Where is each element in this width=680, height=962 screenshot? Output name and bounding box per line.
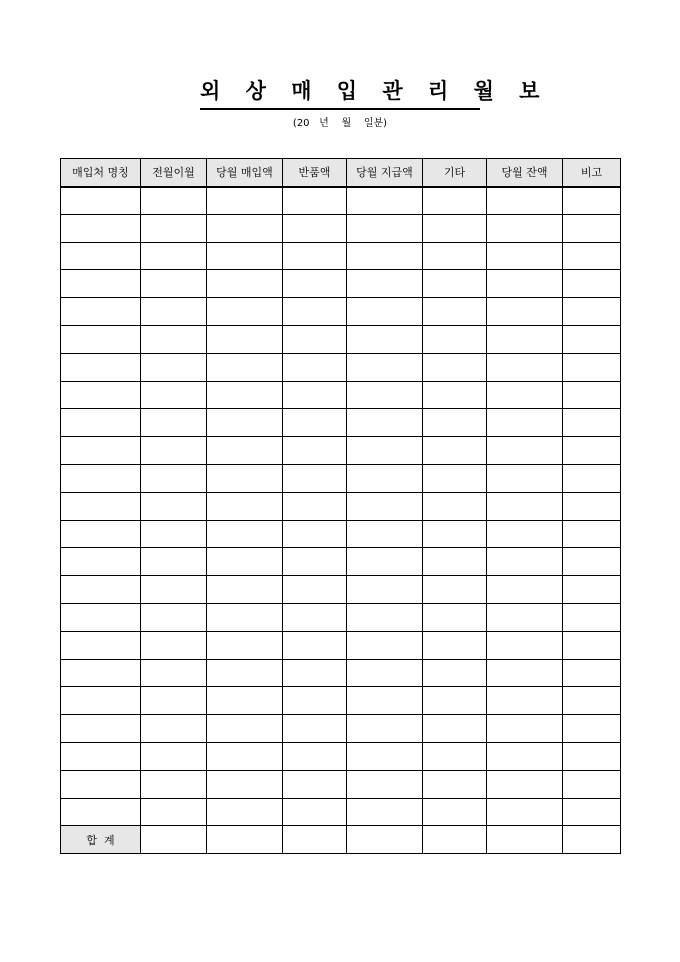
table-row [61,325,621,353]
table-row [61,270,621,298]
cell-monthly-purchase [207,270,283,298]
cell-monthly-balance [487,520,563,548]
cell-monthly-purchase [207,631,283,659]
cell-remarks [563,520,621,548]
cell-monthly-payment [347,409,423,437]
cell-other [423,798,487,826]
cell-previous-balance [141,770,207,798]
cell-supplier-name [61,242,141,270]
cell-monthly-payment [347,464,423,492]
cell-monthly-payment [347,603,423,631]
cell-supplier-name [61,548,141,576]
table-row [61,492,621,520]
cell-returns [283,715,347,743]
total-cell-returns [283,826,347,854]
cell-other [423,659,487,687]
total-label: 합 계 [61,826,141,854]
cell-monthly-balance [487,187,563,215]
cell-monthly-payment [347,242,423,270]
table-row [61,659,621,687]
cell-returns [283,770,347,798]
cell-returns [283,270,347,298]
total-cell-monthly-purchase [207,826,283,854]
cell-remarks [563,603,621,631]
cell-monthly-payment [347,715,423,743]
cell-other [423,464,487,492]
cell-supplier-name [61,798,141,826]
cell-monthly-purchase [207,325,283,353]
cell-previous-balance [141,214,207,242]
header-returns: 반품액 [283,159,347,187]
header-supplier-name: 매입처 명칭 [61,159,141,187]
cell-returns [283,214,347,242]
cell-remarks [563,770,621,798]
cell-previous-balance [141,492,207,520]
table-row [61,576,621,604]
cell-other [423,270,487,298]
header-monthly-payment: 당월 지급액 [347,159,423,187]
cell-other [423,603,487,631]
cell-previous-balance [141,464,207,492]
cell-monthly-payment [347,659,423,687]
cell-monthly-payment [347,353,423,381]
cell-monthly-payment [347,770,423,798]
period-line: (20 년 월 일분) [292,118,388,129]
cell-previous-balance [141,187,207,215]
cell-supplier-name [61,437,141,465]
header-monthly-balance: 당월 잔액 [487,159,563,187]
table-row [61,603,621,631]
purchase-ledger-table [60,158,621,854]
total-row [61,826,621,854]
cell-supplier-name [61,325,141,353]
cell-other [423,187,487,215]
cell-supplier-name [61,520,141,548]
cell-previous-balance [141,687,207,715]
cell-monthly-balance [487,325,563,353]
cell-returns [283,464,347,492]
cell-monthly-purchase [207,381,283,409]
cell-monthly-balance [487,381,563,409]
cell-returns [283,242,347,270]
table-row [61,187,621,215]
cell-monthly-purchase [207,576,283,604]
cell-monthly-balance [487,353,563,381]
table-row [61,464,621,492]
cell-other [423,631,487,659]
cell-remarks [563,659,621,687]
cell-other [423,715,487,743]
cell-supplier-name [61,492,141,520]
cell-monthly-balance [487,687,563,715]
cell-other [423,492,487,520]
cell-remarks [563,270,621,298]
cell-monthly-payment [347,631,423,659]
cell-other [423,687,487,715]
table-row [61,742,621,770]
cell-monthly-balance [487,603,563,631]
cell-monthly-purchase [207,798,283,826]
cell-other [423,576,487,604]
ledger-body [61,187,621,854]
cell-returns [283,187,347,215]
cell-monthly-payment [347,270,423,298]
cell-previous-balance [141,715,207,743]
cell-remarks [563,242,621,270]
table-row [61,214,621,242]
cell-previous-balance [141,798,207,826]
cell-remarks [563,548,621,576]
cell-monthly-payment [347,687,423,715]
cell-monthly-payment [347,187,423,215]
header-remarks: 비고 [563,159,621,187]
cell-monthly-purchase [207,242,283,270]
cell-remarks [563,214,621,242]
cell-monthly-purchase [207,437,283,465]
cell-previous-balance [141,270,207,298]
cell-remarks [563,298,621,326]
table-row [61,381,621,409]
cell-supplier-name [61,381,141,409]
table-row [61,409,621,437]
cell-supplier-name [61,187,141,215]
cell-monthly-payment [347,492,423,520]
cell-remarks [563,492,621,520]
cell-supplier-name [61,409,141,437]
cell-monthly-balance [487,437,563,465]
cell-monthly-purchase [207,715,283,743]
cell-previous-balance [141,631,207,659]
cell-monthly-balance [487,770,563,798]
cell-other [423,409,487,437]
title-underline [200,108,480,110]
table-row [61,353,621,381]
cell-monthly-balance [487,576,563,604]
table-row [61,298,621,326]
cell-monthly-balance [487,298,563,326]
cell-monthly-balance [487,659,563,687]
total-cell-previous-balance [141,826,207,854]
cell-monthly-purchase [207,770,283,798]
cell-previous-balance [141,298,207,326]
total-cell-monthly-balance [487,826,563,854]
table-row [61,798,621,826]
cell-supplier-name [61,742,141,770]
cell-previous-balance [141,325,207,353]
cell-previous-balance [141,437,207,465]
cell-monthly-balance [487,715,563,743]
cell-returns [283,353,347,381]
cell-previous-balance [141,548,207,576]
cell-other [423,325,487,353]
cell-returns [283,381,347,409]
cell-returns [283,798,347,826]
cell-remarks [563,381,621,409]
cell-monthly-purchase [207,659,283,687]
cell-returns [283,659,347,687]
table-row [61,520,621,548]
header-monthly-purchase: 당월 매입액 [207,159,283,187]
cell-remarks [563,187,621,215]
cell-supplier-name [61,687,141,715]
cell-other [423,214,487,242]
cell-supplier-name [61,603,141,631]
cell-monthly-purchase [207,603,283,631]
cell-monthly-balance [487,409,563,437]
header-row [61,159,621,187]
cell-monthly-purchase [207,298,283,326]
cell-monthly-balance [487,492,563,520]
cell-monthly-payment [347,548,423,576]
cell-remarks [563,631,621,659]
cell-monthly-payment [347,298,423,326]
cell-monthly-payment [347,214,423,242]
table-row [61,437,621,465]
cell-other [423,742,487,770]
table-row [61,687,621,715]
cell-remarks [563,325,621,353]
cell-monthly-purchase [207,742,283,770]
cell-monthly-purchase [207,409,283,437]
cell-supplier-name [61,659,141,687]
cell-returns [283,437,347,465]
cell-other [423,242,487,270]
cell-other [423,520,487,548]
cell-returns [283,603,347,631]
cell-supplier-name [61,270,141,298]
cell-monthly-balance [487,548,563,576]
cell-supplier-name [61,298,141,326]
cell-other [423,381,487,409]
table-row [61,770,621,798]
cell-returns [283,492,347,520]
cell-monthly-balance [487,270,563,298]
cell-remarks [563,715,621,743]
cell-supplier-name [61,353,141,381]
total-cell-monthly-payment [347,826,423,854]
cell-previous-balance [141,353,207,381]
cell-returns [283,298,347,326]
total-cell-remarks [563,826,621,854]
total-cell-other [423,826,487,854]
cell-supplier-name [61,214,141,242]
cell-monthly-purchase [207,464,283,492]
cell-other [423,770,487,798]
cell-remarks [563,687,621,715]
cell-monthly-purchase [207,214,283,242]
cell-other [423,353,487,381]
cell-remarks [563,798,621,826]
cell-remarks [563,576,621,604]
cell-previous-balance [141,381,207,409]
table-row [61,242,621,270]
cell-monthly-payment [347,381,423,409]
cell-other [423,298,487,326]
header-other: 기타 [423,159,487,187]
cell-monthly-balance [487,242,563,270]
cell-monthly-payment [347,576,423,604]
cell-supplier-name [61,770,141,798]
document-title: 외 상 매 입 관 리 월 보 [200,78,549,103]
cell-monthly-payment [347,798,423,826]
cell-monthly-balance [487,798,563,826]
cell-monthly-payment [347,325,423,353]
cell-supplier-name [61,464,141,492]
cell-returns [283,576,347,604]
cell-monthly-purchase [207,548,283,576]
table-row [61,631,621,659]
cell-supplier-name [61,631,141,659]
cell-supplier-name [61,576,141,604]
cell-remarks [563,409,621,437]
cell-monthly-purchase [207,492,283,520]
cell-supplier-name [61,715,141,743]
cell-other [423,437,487,465]
cell-previous-balance [141,242,207,270]
cell-monthly-payment [347,520,423,548]
cell-other [423,548,487,576]
cell-previous-balance [141,576,207,604]
cell-monthly-balance [487,742,563,770]
table-row [61,548,621,576]
cell-previous-balance [141,520,207,548]
cell-returns [283,742,347,770]
cell-returns [283,325,347,353]
cell-monthly-purchase [207,687,283,715]
cell-previous-balance [141,659,207,687]
cell-remarks [563,464,621,492]
cell-monthly-purchase [207,353,283,381]
cell-previous-balance [141,742,207,770]
cell-remarks [563,742,621,770]
cell-returns [283,548,347,576]
cell-monthly-balance [487,631,563,659]
cell-monthly-payment [347,742,423,770]
table-row [61,715,621,743]
cell-remarks [563,353,621,381]
cell-monthly-balance [487,214,563,242]
header-previous-balance: 전월이월 [141,159,207,187]
cell-previous-balance [141,603,207,631]
cell-monthly-balance [487,464,563,492]
cell-monthly-payment [347,437,423,465]
cell-returns [283,631,347,659]
cell-returns [283,520,347,548]
cell-returns [283,409,347,437]
cell-monthly-purchase [207,520,283,548]
cell-returns [283,687,347,715]
cell-previous-balance [141,409,207,437]
cell-remarks [563,437,621,465]
cell-monthly-purchase [207,187,283,215]
